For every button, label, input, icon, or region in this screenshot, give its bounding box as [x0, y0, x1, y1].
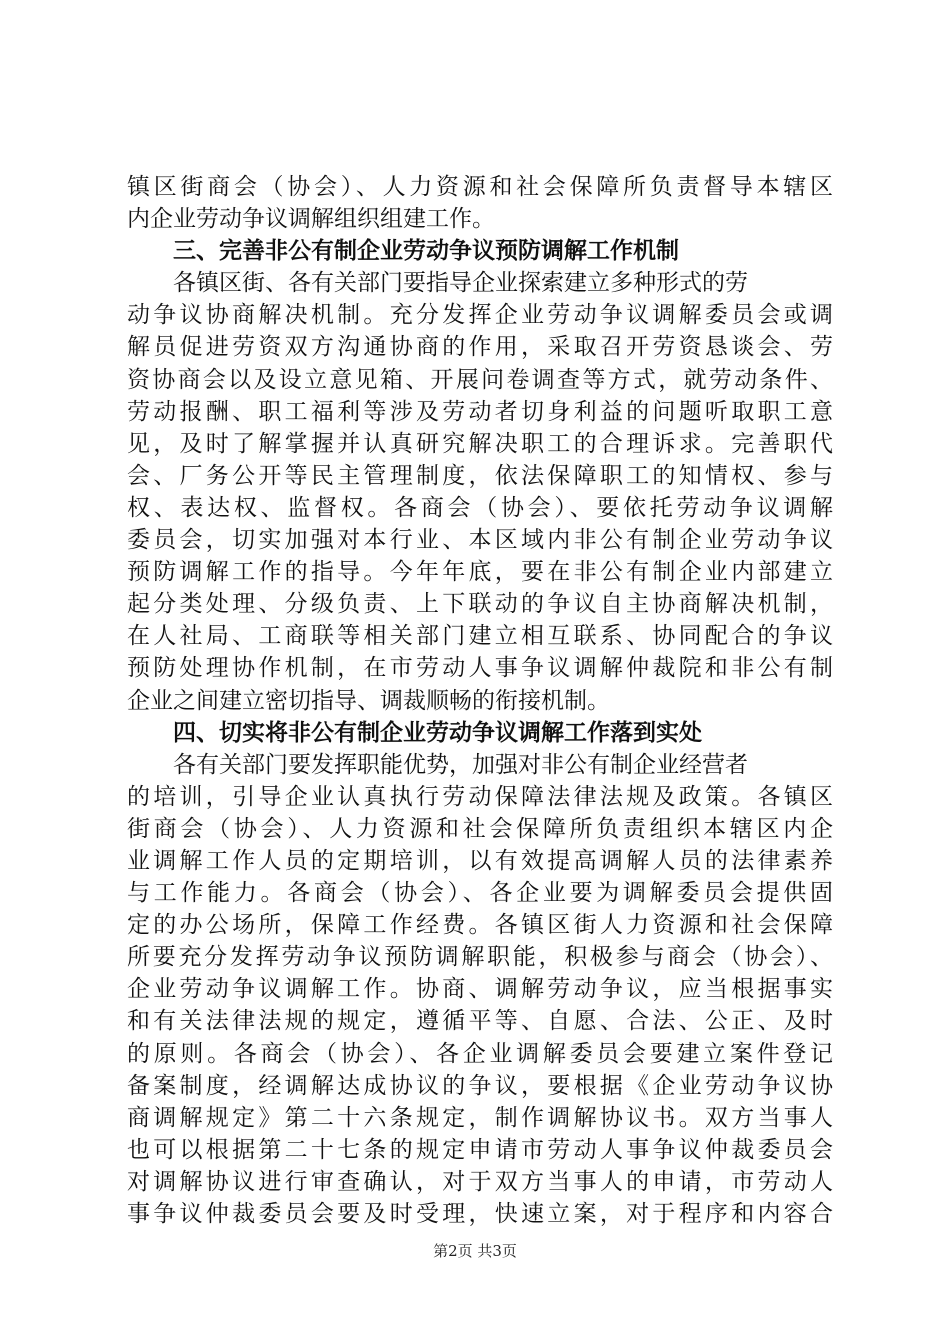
- body-text-line: 预防调解工作的指导。今年年底，要在非公有制企业内部建立: [127, 559, 833, 586]
- body-text-line: 定的办公场所，保障工作经费。各镇区街人力资源和社会保障: [127, 912, 833, 939]
- body-text-line: 在人社局、工商联等相关部门建立相互联系、协同配合的争议: [127, 623, 833, 650]
- body-text-line: 各镇区街、各有关部门要指导企业探索建立多种形式的劳: [173, 270, 748, 297]
- body-text-line: 事争议仲裁委员会要及时受理，快速立案，对于程序和内容合: [127, 1201, 833, 1227]
- body-text-line: 劳动报酬、职工福利等涉及劳动者切身利益的问题听取职工意: [127, 398, 833, 425]
- section-heading: 四、切实将非公有制企业劳动争议调解工作落到实处: [173, 719, 702, 746]
- section-heading: 三、完善非公有制企业劳动争议预防调解工作机制: [173, 238, 679, 265]
- body-text-line: 对调解协议进行审查确认，对于双方当事人的申请，市劳动人: [127, 1168, 833, 1195]
- body-text-line: 镇区街商会（协会）、人力资源和社会保障所负责督导本辖区: [127, 174, 833, 200]
- body-text-line: 商调解规定》第二十六条规定，制作调解协议书。双方当事人: [127, 1104, 833, 1131]
- page-footer: 第2页 共3页: [433, 1242, 517, 1260]
- body-text-line: 企业劳动争议调解工作。协商、调解劳动争议，应当根据事实: [127, 976, 833, 1003]
- body-text-line: 备案制度，经调解达成协议的争议，要根据《企业劳动争议协: [127, 1072, 833, 1099]
- body-text-line: 起分类处理、分级负责、上下联动的争议自主协商解决机制，: [127, 591, 833, 618]
- document-body: [127, 171, 833, 1230]
- body-text-line: 和有关法律法规的规定，遵循平等、自愿、合法、公正、及时: [127, 1008, 833, 1035]
- body-text-line: 资协商会以及设立意见箱、开展问卷调查等方式，就劳动条件、: [127, 366, 833, 393]
- body-text-line: 各有关部门要发挥职能优势，加强对非公有制企业经营者: [173, 751, 748, 778]
- body-text-line: 与工作能力。各商会（协会）、各企业要为调解委员会提供固: [127, 880, 833, 907]
- body-text-line: 会、厂务公开等民主管理制度，依法保障职工的知情权、参与: [127, 462, 833, 489]
- body-text-line: 动争议协商解决机制。充分发挥企业劳动争议调解委员会或调: [127, 302, 833, 329]
- body-text-line: 所要充分发挥劳动争议预防调解职能，积极参与商会（协会）、: [127, 944, 833, 971]
- body-text-line: 内企业劳动争议调解组织组建工作。: [127, 206, 495, 233]
- body-text-line: 权、表达权、监督权。各商会（协会）、要依托劳动争议调解: [127, 494, 833, 521]
- body-text-line: 也可以根据第二十七条的规定申请市劳动人事争议仲裁委员会: [127, 1136, 833, 1163]
- body-text-line: 的原则。各商会（协会）、各企业调解委员会要建立案件登记: [127, 1040, 833, 1067]
- body-text-line: 企业之间建立密切指导、调裁顺畅的衔接机制。: [127, 687, 610, 714]
- body-text-line: 的培训，引导企业认真执行劳动保障法律法规及政策。各镇区: [127, 783, 833, 810]
- body-text-line: 解员促进劳资双方沟通协商的作用，采取召开劳资恳谈会、劳: [127, 334, 833, 361]
- body-text-line: 街商会（协会）、人力资源和社会保障所负责组织本辖区内企: [127, 815, 833, 842]
- body-text-line: 见，及时了解掌握并认真研究解决职工的合理诉求。完善职代: [127, 430, 833, 457]
- body-text-line: 委员会，切实加强对本行业、本区域内非公有制企业劳动争议: [127, 527, 833, 554]
- body-text-line: 预防处理协作机制，在市劳动人事争议调解仲裁院和非公有制: [127, 655, 833, 682]
- body-text-line: 业调解工作人员的定期培训，以有效提高调解人员的法律素养: [127, 847, 833, 874]
